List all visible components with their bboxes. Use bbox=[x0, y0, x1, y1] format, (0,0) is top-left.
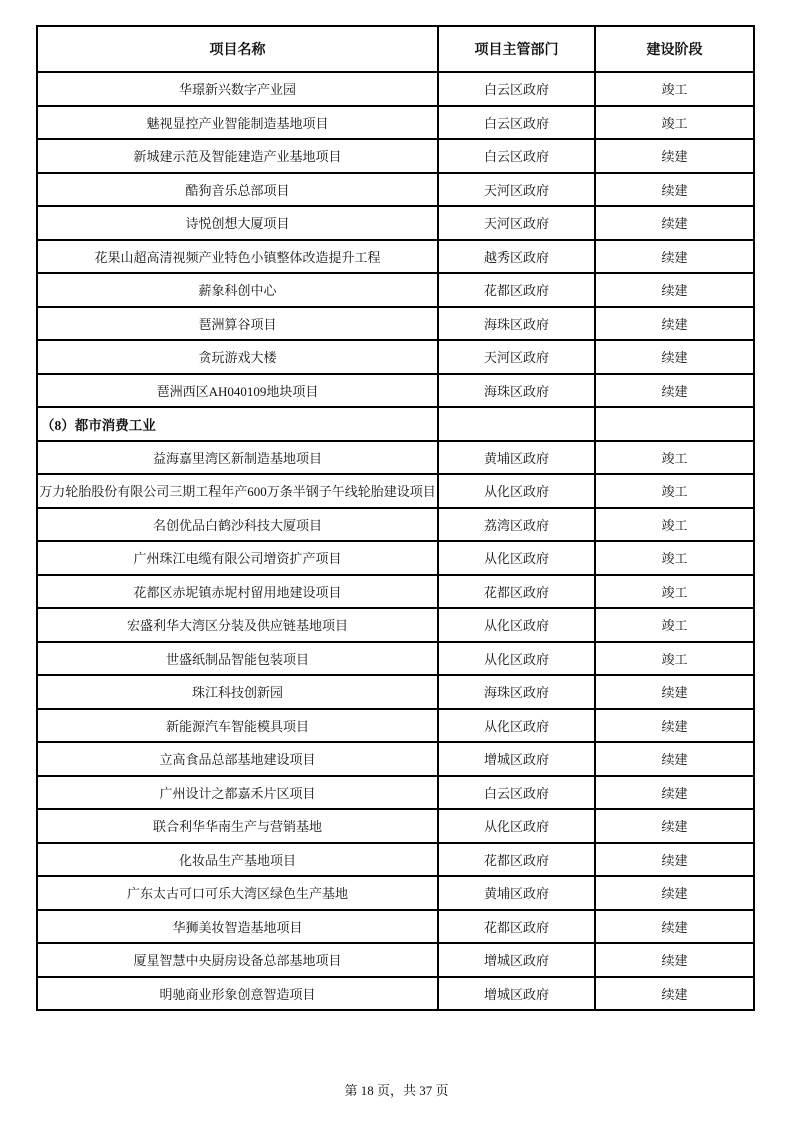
project-name-cell: 明驰商业形象创意智造项目 bbox=[37, 977, 438, 1011]
department-cell: 海珠区政府 bbox=[438, 374, 595, 408]
department-cell: 花都区政府 bbox=[438, 575, 595, 609]
table-row bbox=[37, 541, 754, 575]
project-name-cell: 薪象科创中心 bbox=[37, 273, 438, 307]
project-name-cell: 花果山超高清视频产业特色小镇整体改造提升工程 bbox=[37, 240, 438, 274]
phase-cell: 竣工 bbox=[595, 72, 754, 106]
phase-cell: 竣工 bbox=[595, 541, 754, 575]
department-cell: 从化区政府 bbox=[438, 608, 595, 642]
department-cell: 增城区政府 bbox=[438, 943, 595, 977]
table-row bbox=[37, 809, 754, 843]
department-cell: 增城区政府 bbox=[438, 977, 595, 1011]
phase-cell: 续建 bbox=[595, 910, 754, 944]
project-name-cell: 宏盛利华大湾区分装及供应链基地项目 bbox=[37, 608, 438, 642]
project-name-cell: 广州珠江电缆有限公司增资扩产项目 bbox=[37, 541, 438, 575]
project-name-cell: 益海嘉里湾区新制造基地项目 bbox=[37, 441, 438, 475]
project-name-cell: 联合利华华南生产与营销基地 bbox=[37, 809, 438, 843]
project-name-cell: 万力轮胎股份有限公司三期工程年产600万条半钢子午线轮胎建设项目 bbox=[37, 474, 438, 508]
department-cell: 天河区政府 bbox=[438, 173, 595, 207]
column-header-department: 项目主管部门 bbox=[438, 26, 595, 72]
phase-cell: 续建 bbox=[595, 240, 754, 274]
department-cell: 黄埔区政府 bbox=[438, 876, 595, 910]
table-row bbox=[37, 876, 754, 910]
department-cell: 从化区政府 bbox=[438, 809, 595, 843]
table-row bbox=[37, 675, 754, 709]
table-row bbox=[37, 943, 754, 977]
table-row bbox=[37, 776, 754, 810]
project-name-cell: 酷狗音乐总部项目 bbox=[37, 173, 438, 207]
department-cell: 白云区政府 bbox=[438, 106, 595, 140]
phase-cell: 续建 bbox=[595, 709, 754, 743]
project-name-cell: 贪玩游戏大楼 bbox=[37, 340, 438, 374]
department-cell: 天河区政府 bbox=[438, 340, 595, 374]
phase-cell: 竣工 bbox=[595, 642, 754, 676]
phase-cell: 竣工 bbox=[595, 575, 754, 609]
project-name-cell: 华狮美妆智造基地项目 bbox=[37, 910, 438, 944]
table-row bbox=[37, 910, 754, 944]
project-name-cell: 诗悦创想大厦项目 bbox=[37, 206, 438, 240]
column-header-project-name: 项目名称 bbox=[37, 26, 438, 72]
project-name-cell: 新能源汽车智能模具项目 bbox=[37, 709, 438, 743]
phase-cell: 续建 bbox=[595, 809, 754, 843]
section-label: （8）都市消费工业 bbox=[37, 407, 438, 441]
table-row bbox=[37, 441, 754, 475]
table-row bbox=[37, 173, 754, 207]
phase-cell: 续建 bbox=[595, 374, 754, 408]
table-row bbox=[37, 240, 754, 274]
table-row bbox=[37, 139, 754, 173]
department-cell: 天河区政府 bbox=[438, 206, 595, 240]
department-cell: 海珠区政府 bbox=[438, 307, 595, 341]
table-row bbox=[37, 742, 754, 776]
project-name-cell: 世盛纸制品智能包装项目 bbox=[37, 642, 438, 676]
phase-cell-empty bbox=[595, 407, 754, 441]
project-name-cell: 花都区赤坭镇赤坭村留用地建设项目 bbox=[37, 575, 438, 609]
phase-cell: 竣工 bbox=[595, 608, 754, 642]
table-row bbox=[37, 474, 754, 508]
project-name-cell: 华璟新兴数字产业园 bbox=[37, 72, 438, 106]
department-cell: 从化区政府 bbox=[438, 474, 595, 508]
section-row bbox=[37, 407, 754, 441]
project-name-cell: 名创优品白鹤沙科技大厦项目 bbox=[37, 508, 438, 542]
department-cell: 黄埔区政府 bbox=[438, 441, 595, 475]
column-header-phase: 建设阶段 bbox=[595, 26, 754, 72]
project-name-cell: 立高食品总部基地建设项目 bbox=[37, 742, 438, 776]
dept-cell-empty bbox=[438, 407, 595, 441]
department-cell: 花都区政府 bbox=[438, 843, 595, 877]
department-cell: 荔湾区政府 bbox=[438, 508, 595, 542]
department-cell: 增城区政府 bbox=[438, 742, 595, 776]
table-row bbox=[37, 72, 754, 106]
phase-cell: 续建 bbox=[595, 977, 754, 1011]
department-cell: 越秀区政府 bbox=[438, 240, 595, 274]
phase-cell: 续建 bbox=[595, 742, 754, 776]
table-row bbox=[37, 608, 754, 642]
phase-cell: 续建 bbox=[595, 876, 754, 910]
table-row bbox=[37, 273, 754, 307]
table-row bbox=[37, 206, 754, 240]
table-row bbox=[37, 374, 754, 408]
department-cell: 从化区政府 bbox=[438, 642, 595, 676]
department-cell: 花都区政府 bbox=[438, 910, 595, 944]
phase-cell: 竣工 bbox=[595, 441, 754, 475]
department-cell: 海珠区政府 bbox=[438, 675, 595, 709]
department-cell: 花都区政府 bbox=[438, 273, 595, 307]
table-row bbox=[37, 575, 754, 609]
phase-cell: 续建 bbox=[595, 206, 754, 240]
table-row bbox=[37, 642, 754, 676]
table-row bbox=[37, 340, 754, 374]
project-name-cell: 广东太古可口可乐大湾区绿色生产基地 bbox=[37, 876, 438, 910]
phase-cell: 续建 bbox=[595, 843, 754, 877]
phase-cell: 续建 bbox=[595, 776, 754, 810]
department-cell: 白云区政府 bbox=[438, 72, 595, 106]
table-row bbox=[37, 307, 754, 341]
phase-cell: 竣工 bbox=[595, 474, 754, 508]
department-cell: 从化区政府 bbox=[438, 709, 595, 743]
project-name-cell: 琶洲西区AH040109地块项目 bbox=[37, 374, 438, 408]
phase-cell: 续建 bbox=[595, 273, 754, 307]
table-row bbox=[37, 977, 754, 1011]
header-row bbox=[37, 26, 754, 72]
department-cell: 白云区政府 bbox=[438, 776, 595, 810]
phase-cell: 续建 bbox=[595, 307, 754, 341]
project-name-cell: 广州设计之都嘉禾片区项目 bbox=[37, 776, 438, 810]
project-table bbox=[36, 25, 755, 1011]
project-name-cell: 化妆品生产基地项目 bbox=[37, 843, 438, 877]
project-name-cell: 珠江科技创新园 bbox=[37, 675, 438, 709]
phase-cell: 续建 bbox=[595, 139, 754, 173]
department-cell: 白云区政府 bbox=[438, 139, 595, 173]
phase-cell: 续建 bbox=[595, 943, 754, 977]
phase-cell: 续建 bbox=[595, 675, 754, 709]
project-name-cell: 魅视显控产业智能制造基地项目 bbox=[37, 106, 438, 140]
table-row bbox=[37, 508, 754, 542]
project-name-cell: 厦星智慧中央厨房设备总部基地项目 bbox=[37, 943, 438, 977]
table-row bbox=[37, 106, 754, 140]
project-table-body bbox=[37, 72, 754, 1010]
project-name-cell: 琶洲算谷项目 bbox=[37, 307, 438, 341]
page-number-footer: 第 18 页，共 37 页 bbox=[344, 1083, 449, 1098]
department-cell: 从化区政府 bbox=[438, 541, 595, 575]
phase-cell: 竣工 bbox=[595, 508, 754, 542]
table-header bbox=[37, 26, 754, 72]
table-row bbox=[37, 709, 754, 743]
table-row bbox=[37, 843, 754, 877]
project-name-cell: 新城建示范及智能建造产业基地项目 bbox=[37, 139, 438, 173]
phase-cell: 竣工 bbox=[595, 106, 754, 140]
phase-cell: 续建 bbox=[595, 173, 754, 207]
phase-cell: 续建 bbox=[595, 340, 754, 374]
